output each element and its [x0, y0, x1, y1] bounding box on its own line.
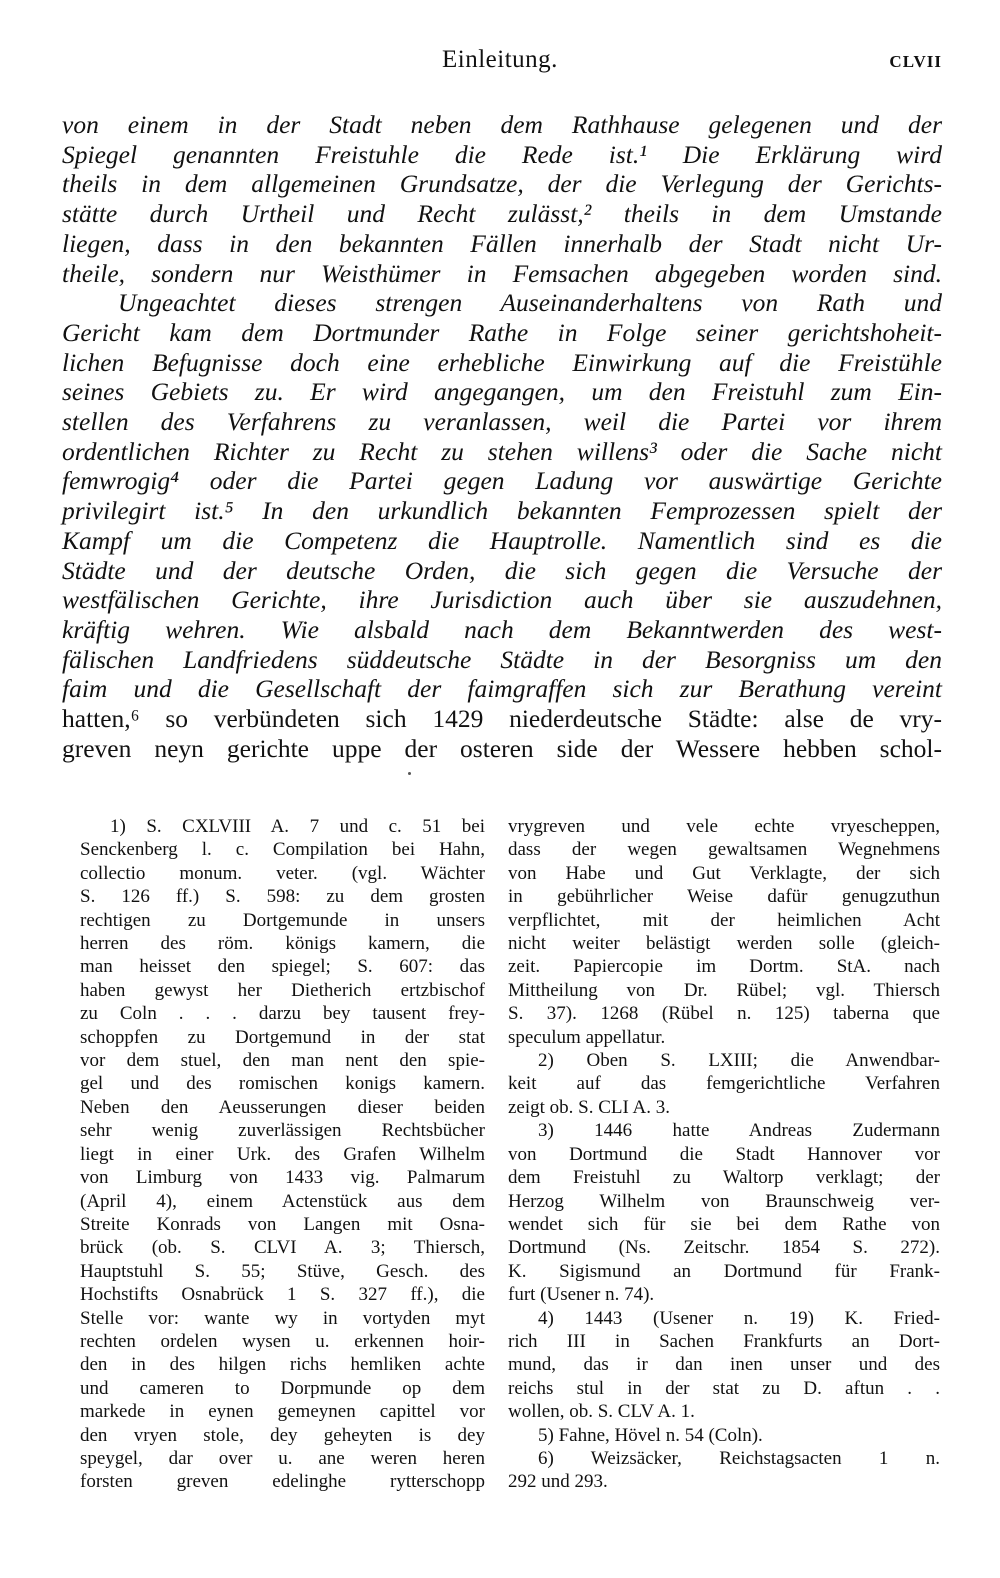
page-number: CLVII: [889, 52, 942, 71]
running-title: Einleitung.: [442, 46, 558, 73]
footnote-line: (April 4), einem Actenstück aus dem: [80, 1190, 485, 1212]
main-text-line: westfälischen Gerichte, ihre Jurisdiction auch über sie auszudehnen,: [62, 585, 942, 615]
main-text-line: ordentlichen Richter zu Recht zu stehen willens³ oder die Sache nicht: [62, 436, 942, 466]
footnote-line: von Limburg von 1433 vig. Palmarum: [80, 1167, 485, 1189]
footnote-line: reichs stul in der stat zu D. aftun . .: [508, 1377, 940, 1399]
footnote-line: Streite Konrads von Langen mit Osna-: [80, 1213, 485, 1235]
footnote-line: speygel, dar over u. ane weren heren: [80, 1447, 485, 1469]
footnote-line: Hauptstuhl S. 55; Stüve, Gesch. des: [80, 1260, 485, 1282]
footnote-line: und cameren to Dorpmunde op dem: [80, 1377, 485, 1399]
footnote-line: keit auf das femgerichtliche Verfahren: [508, 1073, 940, 1095]
footnote-line: wollen, ob. S. CLV A. 1.: [508, 1401, 695, 1423]
footnote-line: furt (Usener n. 74).: [508, 1284, 655, 1306]
footnote-line: vrygreven und vele echte vryescheppen,: [508, 816, 940, 837]
footnote-line: S. 37). 1268 (Rübel n. 125) taberna que: [508, 1003, 940, 1025]
main-text-line: kräftig wehren. Wie alsbald nach dem Bekanntwerden des west-: [62, 614, 942, 644]
page-header: [0, 46, 1000, 86]
footnote-line: forsten greven edelinghe rytterschopp: [80, 1471, 485, 1493]
footnote-line: in gebührlicher Weise dafür genugzuthun: [508, 886, 940, 908]
main-text-line: theils in dem allgemeinen Grundsatze, der die Verlegung der Gerichts-: [62, 169, 942, 199]
footnote-line: den vryen stole, dey geheyten is dey: [80, 1424, 485, 1446]
footnote-line: man heisset den spiegel; S. 607: das: [80, 956, 485, 978]
footnotes-right-column: [508, 815, 940, 1494]
main-text-line: Städte und der deutsche Orden, die sich gegen die Versuche der: [62, 555, 942, 585]
footnote-line: haben gewyst her Dietherich ertzbischof: [80, 979, 485, 1001]
footnote-line: zeit. Papiercopie im Dortm. StA. nach: [508, 956, 940, 978]
footnote-line: 4) 1443 (Usener n. 19) K. Fried-: [538, 1307, 940, 1329]
footnote-line: Stelle vor: wante wy in vortyden myt: [80, 1307, 485, 1329]
footnote-line: Herzog Wilhelm von Braunschweig ver-: [508, 1190, 940, 1212]
footnote-line: wendet sich für sie bei dem Rathe von: [508, 1213, 940, 1235]
footnote-line: sehr wenig zuverlässigen Rechtsbücher: [80, 1120, 485, 1142]
main-text-line: seines Gebiets zu. Er wird angegangen, um den Freistuhl zum Ein-: [62, 377, 942, 407]
footnote-line: markede in eynen gemeynen capittel vor: [80, 1401, 485, 1423]
main-text-line: stätte durch Urtheil und Recht zulässt,² theils in dem Umstande: [62, 199, 942, 229]
footnote-line: 5) Fahne, Hövel n. 54 (Coln).: [538, 1424, 763, 1446]
footnote-line: von Dortmund die Stadt Hannover vor: [508, 1143, 940, 1165]
main-text-line: lichen Befugnisse doch eine erhebliche Einwirkung auf die Freistühle: [62, 347, 942, 377]
footnote-line: speculum appellatur.: [508, 1026, 666, 1048]
footnote-line: zeigt ob. S. CLI A. 3.: [508, 1096, 671, 1118]
footnote-line: K. Sigismund an Dortmund für Frank-: [508, 1260, 940, 1282]
footnote-line: dass der wegen gewaltsamen Wegnehmens: [508, 839, 940, 861]
main-text-line: Kampf um die Competenz die Hauptrolle. Namentlich sind es die: [62, 525, 942, 555]
main-text-line: fälischen Landfriedens süddeutsche Städte in der Besorgniss um den: [62, 644, 942, 674]
footnote-line: liegt in einer Urk. des Grafen Wilhelm: [80, 1143, 485, 1165]
main-text-line: stellen des Verfahrens zu veranlassen, weil die Partei vor ihrem: [62, 407, 942, 437]
footnote-line: collectio monum. veter. (vgl. Wächter: [80, 862, 485, 884]
main-text-line: greven neyn gerichte uppe der osteren side der Wessere hebben schol-: [62, 733, 942, 763]
main-text-line: privilegirt ist.⁵ In den urkundlich bekannten Femprozessen spielt der: [62, 496, 942, 526]
footnote-line: 3) 1446 hatte Andreas Zudermann: [538, 1120, 940, 1142]
main-text-line: hatten,⁶ so verbündeten sich 1429 niederdeutsche Städte: alse de vry-: [62, 704, 942, 734]
footnote-line: schoppfen zu Dortgemund in der stat: [80, 1026, 485, 1048]
main-text-line: Ungeachtet dieses strengen Auseinanderhaltens von Rath und: [118, 288, 942, 318]
main-text: [62, 110, 942, 763]
footnote-line: rechtigen zu Dortgemunde in unsers: [80, 909, 485, 931]
main-text-line: femwrogig⁴ oder die Partei gegen Ladung vor auswärtige Gerichte: [62, 466, 942, 496]
footnote-line: 6) Weizsäcker, Reichstagsacten 1 n.: [538, 1447, 940, 1469]
footnote-line: von Habe und Gut Verklagte, der sich: [508, 862, 940, 884]
footnote-line: den in des hilgen richs hemliken achte: [80, 1354, 485, 1376]
footnote-line: gel und des romischen konigs kamern.: [80, 1073, 485, 1095]
main-text-line: liegen, dass in den bekannten Fällen innerhalb der Stadt nicht Ur-: [62, 228, 942, 258]
footnote-line: 2) Oben S. LXIII; die Anwendbar-: [538, 1050, 940, 1072]
main-text-line: theile, sondern nur Weisthümer in Femsachen abgegeben worden sind.: [62, 258, 942, 288]
footnote-line: rich III in Sachen Frankfurts an Dort-: [508, 1330, 940, 1352]
main-text-line: Gericht kam dem Dortmunder Rathe in Folge seiner gerichtshoheit-: [62, 317, 942, 347]
footnote-line: herren des röm. königs kamern, die: [80, 933, 485, 955]
footnote-line: brück (ob. S. CLVI A. 3; Thiersch,: [80, 1237, 485, 1259]
footnote-line: Senckenberg l. c. Compilation bei Hahn,: [80, 839, 485, 861]
main-text-line: von einem in der Stadt neben dem Rathhause gelegenen und der: [62, 110, 942, 139]
footnote-line: nicht weiter belästigt werden solle (gleich-: [508, 933, 940, 955]
footnote-line: Dortmund (Ns. Zeitschr. 1854 S. 272).: [508, 1237, 940, 1259]
footnote-line: Hochstifts Osnabrück 1 S. 327 ff.), die: [80, 1284, 485, 1306]
separator-dot: [408, 772, 411, 775]
footnote-line: rechten ordelen wysen u. erkennen hoir-: [80, 1330, 485, 1352]
footnote-line: 1) S. CXLVIII A. 7 und c. 51 bei: [110, 816, 485, 837]
footnote-line: vor dem stuel, den man nent den spie-: [80, 1050, 485, 1072]
footnote-line: S. 126 ff.) S. 598: zu dem grosten: [80, 886, 485, 908]
footnote-line: verpflichtet, mit der heimlichen Acht: [508, 909, 940, 931]
main-text-line: Spiegel genannten Freistuhle die Rede ist.¹ Die Erklärung wird: [62, 139, 942, 169]
footnote-line: Neben den Aeusserungen dieser beiden: [80, 1096, 485, 1118]
footnote-line: mund, das ir dan inen unser und des: [508, 1354, 940, 1376]
footnote-line: dem Freistuhl zu Waltorp verklagt; der: [508, 1167, 940, 1189]
footnote-line: 292 und 293.: [508, 1471, 608, 1493]
footnote-line: zu Coln . . . darzu bey tausent frey-: [80, 1003, 485, 1025]
footnote-line: Mittheilung von Dr. Rübel; vgl. Thiersch: [508, 979, 940, 1001]
footnotes-left-column: [80, 815, 485, 1494]
main-text-line: faim und die Gesellschaft der faimgraffen sich zur Berathung vereint: [62, 674, 942, 704]
